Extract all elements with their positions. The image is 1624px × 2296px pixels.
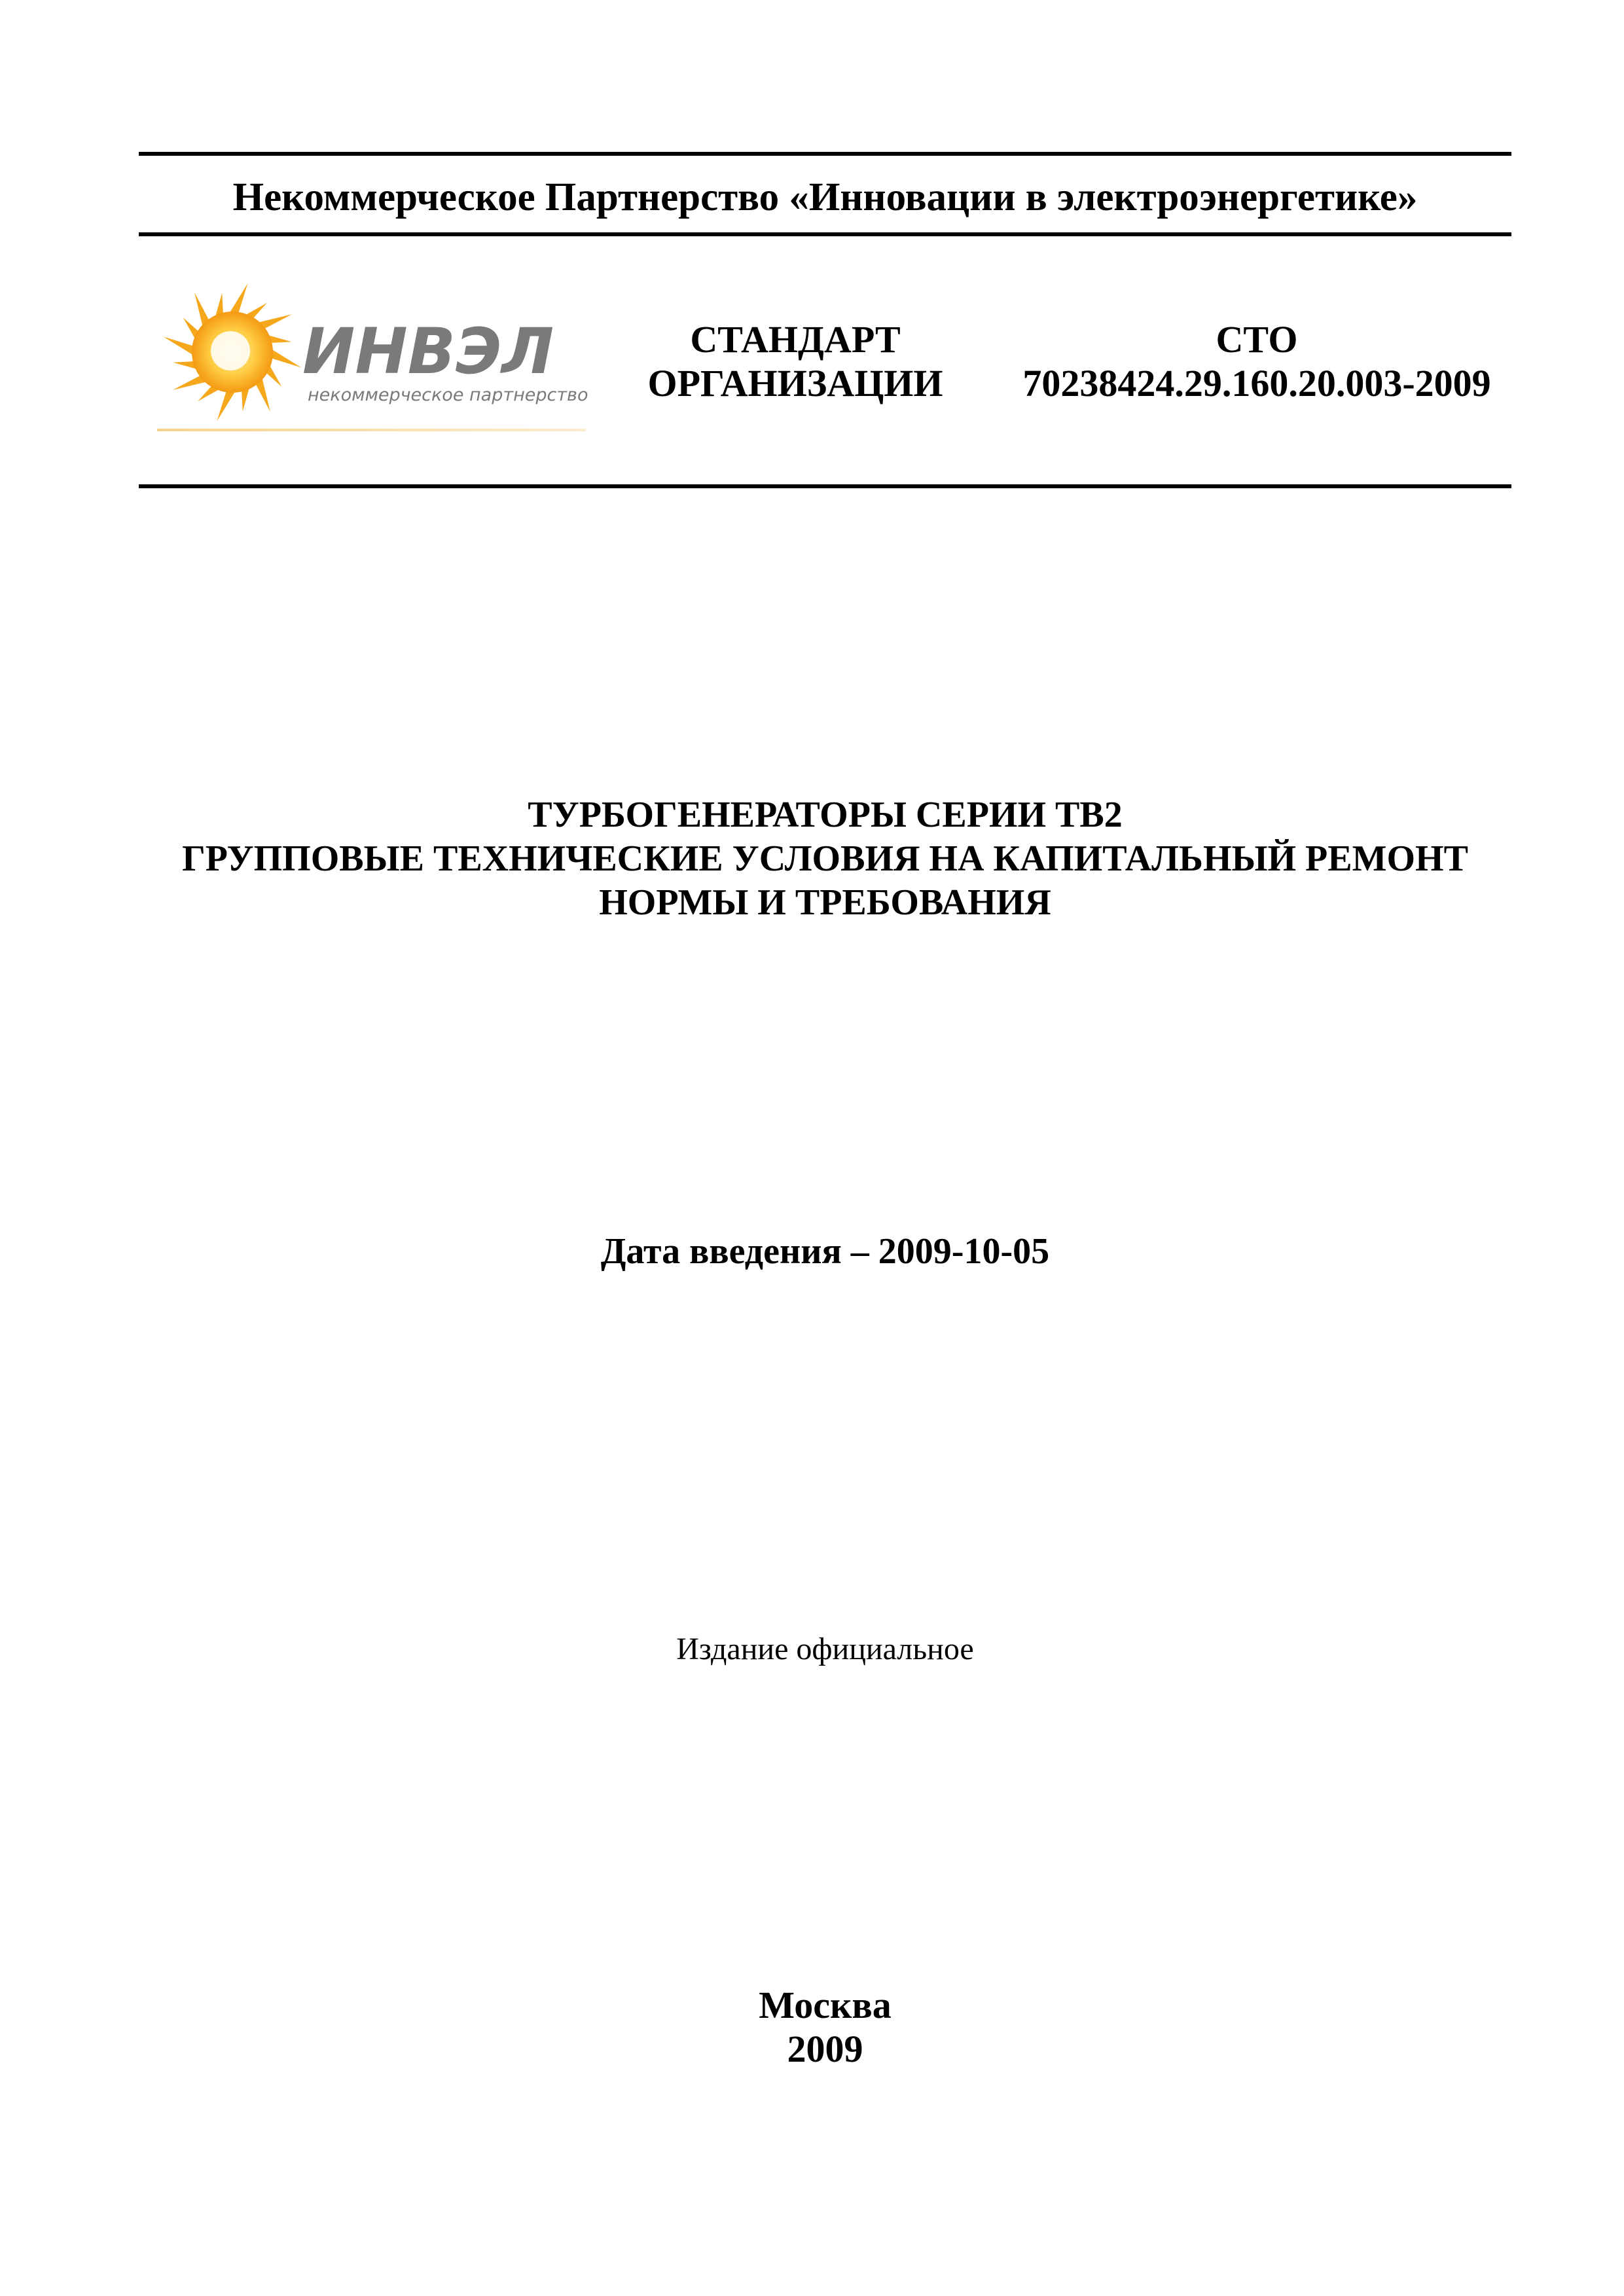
standard-code bbox=[982, 317, 1532, 405]
sun-logo-icon bbox=[157, 281, 589, 435]
logo-wordmark: ИНВЭЛ bbox=[302, 315, 554, 388]
title-line2: ГРУППОВЫЕ ТЕХНИЧЕСКИЕ УСЛОВИЯ НА КАПИТАЛЬНЫЙ РЕМОНТ bbox=[182, 838, 1468, 879]
standard-type bbox=[602, 317, 988, 405]
edition-note: Издание официальное bbox=[676, 1632, 974, 1666]
publication-place bbox=[139, 1983, 1511, 2071]
top-rule bbox=[139, 152, 1511, 156]
sun-highlight bbox=[211, 331, 250, 370]
document-title bbox=[139, 793, 1511, 925]
logo-underline bbox=[157, 429, 586, 431]
invel-logo bbox=[157, 281, 589, 435]
sun-ray bbox=[227, 283, 247, 317]
standard-type-line2: ОРГАНИЗАЦИИ bbox=[647, 362, 943, 404]
logo-subtitle: некоммерческое партнерство bbox=[308, 385, 588, 405]
sun-ray bbox=[164, 336, 197, 357]
sun-ray bbox=[217, 388, 237, 422]
title-line3: НОРМЫ И ТРЕБОВАНИЯ bbox=[599, 882, 1051, 923]
standard-code-line2: 70238424.29.160.20.003-2009 bbox=[1022, 362, 1491, 404]
sun-ray bbox=[268, 347, 302, 367]
organization-name: Некоммерческое Партнерство «Инновации в электроэнергетике» bbox=[232, 175, 1418, 219]
standard-code-line1: СТО bbox=[1216, 318, 1298, 361]
header-rule bbox=[139, 232, 1511, 236]
city: Москва bbox=[759, 1984, 892, 2026]
logo-block-rule bbox=[139, 484, 1511, 488]
introduction-date: Дата введения – 2009-10-05 bbox=[600, 1231, 1050, 1272]
year: 2009 bbox=[787, 2028, 863, 2070]
title-line1: ТУРБОГЕНЕРАТОРЫ СЕРИИ ТВ2 bbox=[528, 795, 1123, 835]
standard-type-line1: СТАНДАРТ bbox=[690, 318, 901, 361]
